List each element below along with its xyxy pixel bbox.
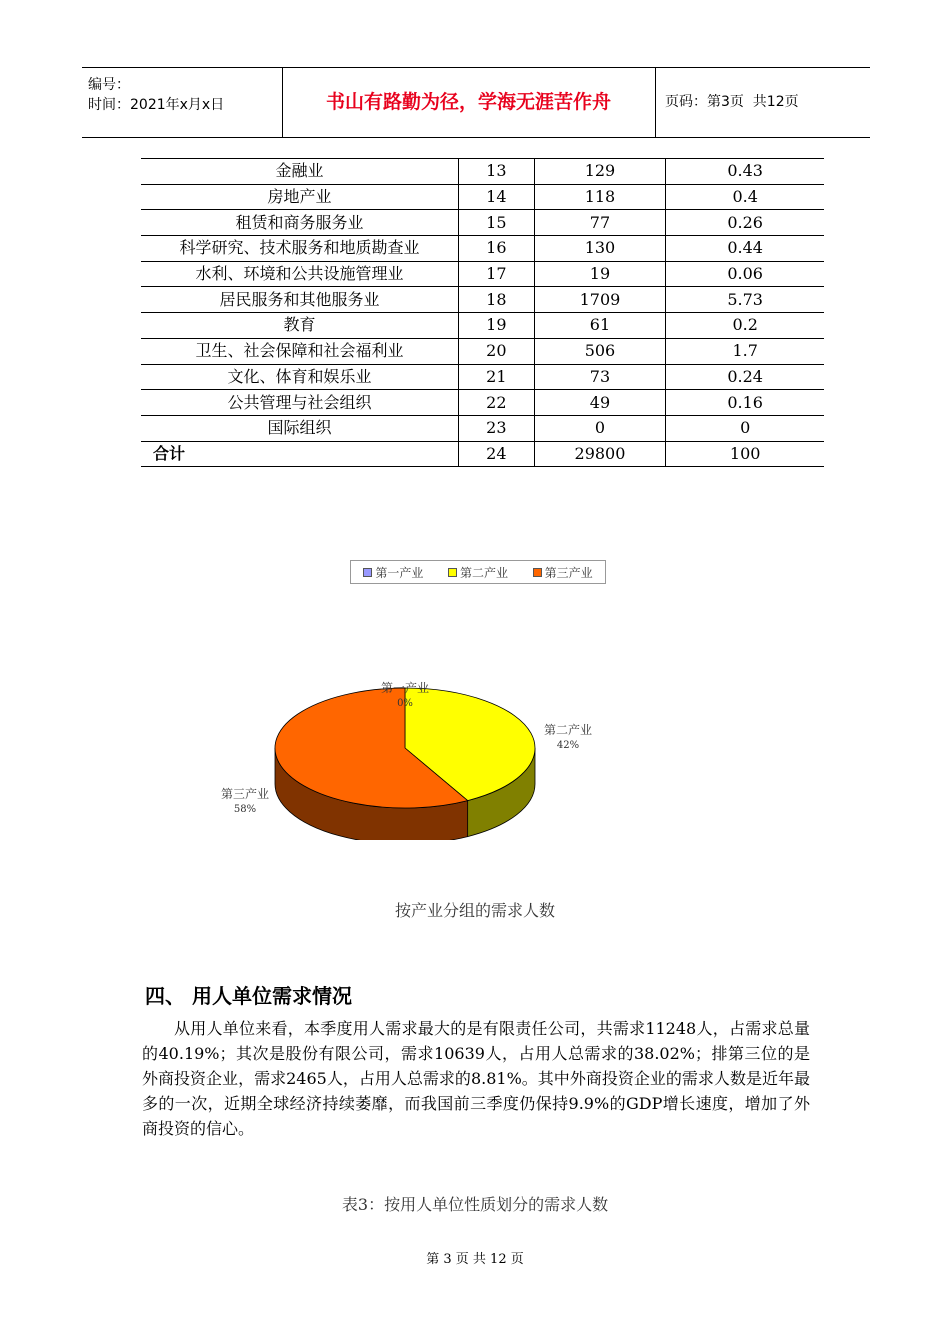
cell-count: 129	[534, 159, 666, 185]
table-caption: 表3：按用人单位性质划分的需求人数	[341, 1195, 609, 1214]
legend-label: 第三产业	[544, 565, 593, 580]
legend-label: 第二产业	[459, 565, 508, 580]
pie-label-primary	[360, 680, 450, 712]
table-row	[141, 261, 824, 287]
table-row	[141, 390, 824, 416]
table-row	[141, 441, 824, 467]
cell-percent: 0.24	[666, 364, 824, 390]
cell-percent: 1.7	[666, 338, 824, 364]
table-row	[141, 159, 824, 185]
cell-code: 18	[459, 287, 534, 313]
table-row	[141, 415, 824, 441]
legend-item	[448, 564, 508, 581]
table-row	[141, 338, 824, 364]
header-motto: 书山有路勤为径，学海无涯苦作舟	[282, 68, 656, 137]
header-page-number: 页码：第3页 共12页	[665, 94, 799, 110]
section-paragraph: 从用人单位来看，本季度用人需求最大的是有限责任公司，共需求11248人，占需求总量的40.19%；其次是股份有限公司，需求10639人，占用人总需求的38.02%；排第三位的是外商投资企业，需求2465人，占用人总需求的8.81%。其中外商投资企业的需求人数是近年最多的一次，近期全球经济持续萎靡，而我国前三季度仍保持9.9%的GDP增长速度，增加了外商投资的信心。	[142, 1019, 810, 1138]
pie-label-value: 58%	[233, 804, 257, 815]
industry-demand-table	[141, 158, 824, 467]
chart-legend	[350, 560, 606, 584]
cell-name: 租赁和商务服务业	[141, 210, 459, 236]
cell-count: 130	[534, 236, 666, 262]
cell-code: 21	[459, 364, 534, 390]
pie-label-name: 第一产业	[380, 681, 429, 695]
pie-label-secondary	[523, 722, 613, 754]
cell-percent: 0	[666, 415, 824, 441]
table-row	[141, 364, 824, 390]
legend-label: 第一产业	[375, 565, 424, 580]
legend-swatch	[533, 568, 542, 577]
chart-caption: 按产业分组的需求人数	[394, 901, 555, 920]
cell-count: 506	[534, 338, 666, 364]
table-row	[141, 313, 824, 339]
page-footer: 第 3 页 共 12 页	[426, 1252, 524, 1267]
pie-label-name: 第三产业	[220, 787, 269, 801]
table-row	[141, 236, 824, 262]
pie-label-value: 0%	[397, 698, 413, 709]
cell-percent: 100	[666, 441, 824, 467]
cell-name: 水利、环境和公共设施管理业	[141, 261, 459, 287]
cell-name: 文化、体育和娱乐业	[141, 364, 459, 390]
cell-percent: 0.26	[666, 210, 824, 236]
legend-swatch	[448, 568, 457, 577]
cell-name: 卫生、社会保障和社会福利业	[141, 338, 459, 364]
cell-name: 公共管理与社会组织	[141, 390, 459, 416]
cell-name: 教育	[141, 313, 459, 339]
cell-name: 科学研究、技术服务和地质勘查业	[141, 236, 459, 262]
legend-swatch	[363, 568, 372, 577]
cell-percent: 0.44	[666, 236, 824, 262]
cell-count: 61	[534, 313, 666, 339]
cell-name: 房地产业	[141, 184, 459, 210]
page-header	[82, 67, 870, 138]
cell-percent: 0.2	[666, 313, 824, 339]
cell-percent: 0.4	[666, 184, 824, 210]
cell-code: 13	[459, 159, 534, 185]
cell-code: 16	[459, 236, 534, 262]
legend-item	[533, 564, 593, 581]
time-label: 时间：2021年x月x日	[88, 97, 225, 113]
cell-name: 居民服务和其他服务业	[141, 287, 459, 313]
cell-count: 118	[534, 184, 666, 210]
cell-percent: 5.73	[666, 287, 824, 313]
table-row	[141, 184, 824, 210]
cell-code: 17	[459, 261, 534, 287]
pie-label-tertiary	[200, 786, 290, 818]
cell-count: 49	[534, 390, 666, 416]
cell-name: 金融业	[141, 159, 459, 185]
table-row	[141, 210, 824, 236]
cell-name: 国际组织	[141, 415, 459, 441]
legend-item	[363, 564, 423, 581]
table-row	[141, 287, 824, 313]
cell-count: 77	[534, 210, 666, 236]
header-meta	[82, 68, 283, 137]
cell-code: 20	[459, 338, 534, 364]
cell-count: 29800	[534, 441, 666, 467]
cell-code: 15	[459, 210, 534, 236]
cell-count: 0	[534, 415, 666, 441]
pie-label-value: 42%	[556, 740, 580, 751]
cell-name: 合计	[141, 441, 459, 467]
cell-count: 19	[534, 261, 666, 287]
cell-percent: 0.16	[666, 390, 824, 416]
cell-percent: 0.43	[666, 159, 824, 185]
cell-code: 22	[459, 390, 534, 416]
serial-label: 编号：	[88, 77, 130, 93]
pie-label-name: 第二产业	[543, 723, 592, 737]
cell-code: 23	[459, 415, 534, 441]
cell-percent: 0.06	[666, 261, 824, 287]
cell-code: 19	[459, 313, 534, 339]
cell-count: 1709	[534, 287, 666, 313]
cell-code: 24	[459, 441, 534, 467]
cell-code: 14	[459, 184, 534, 210]
cell-count: 73	[534, 364, 666, 390]
section-title: 四、 用人单位需求情况	[145, 984, 352, 1008]
